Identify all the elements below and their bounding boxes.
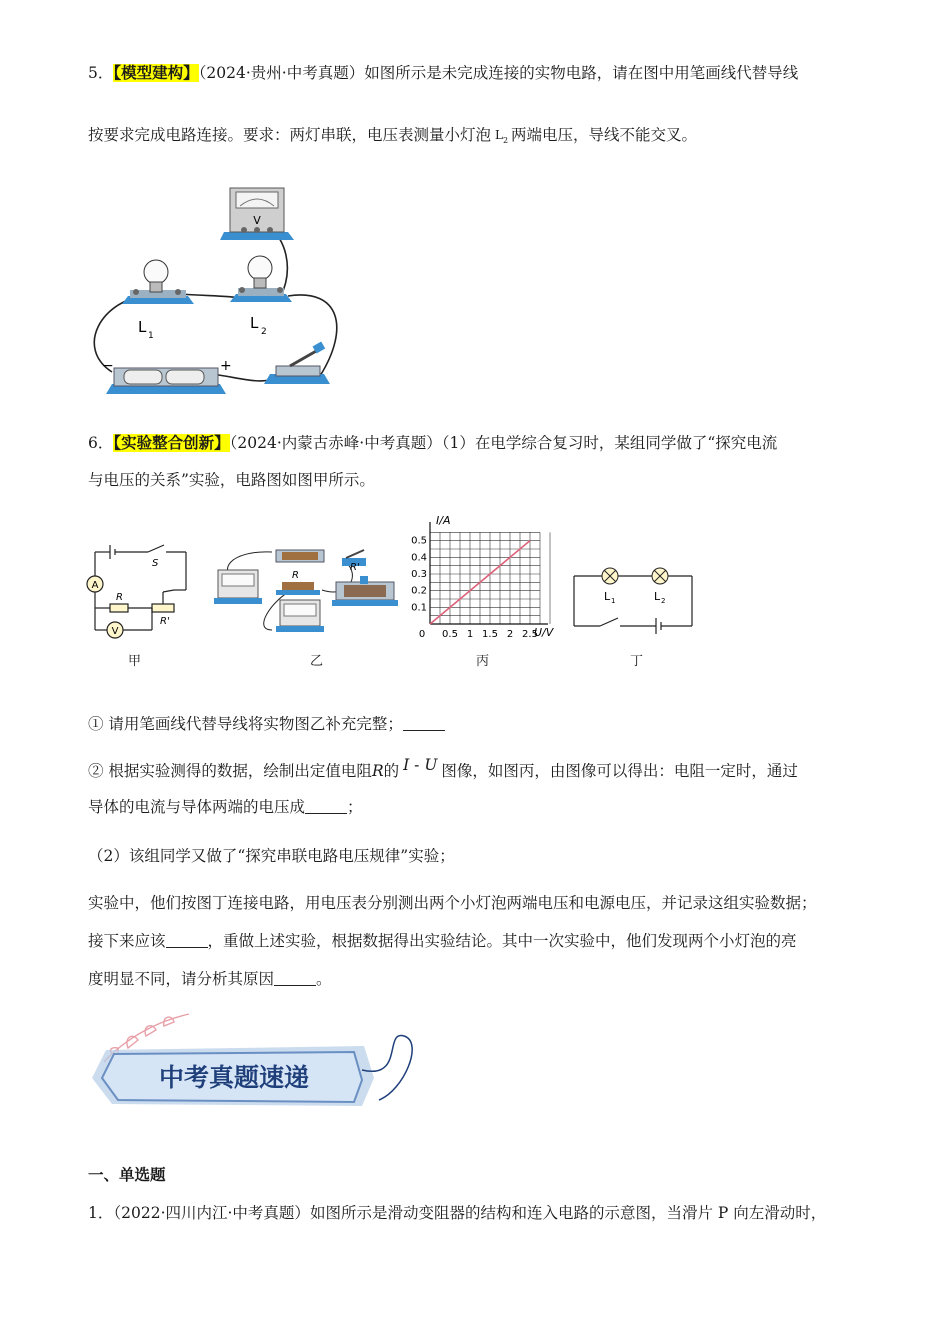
x-tick-label: 2.5 (522, 629, 538, 640)
yi-resistor-label: R (292, 570, 299, 581)
yi-resistor (276, 582, 320, 595)
q5-l2-sub: 2 (503, 136, 509, 145)
figure-yi (212, 540, 398, 640)
q6-p3-text: 实验中，他们按图丁连接电路，用电压表分别测出两个小灯泡两端电压和电源电压，并记录这组实验数据； (88, 894, 817, 912)
x-tick-label: 2 (506, 629, 514, 640)
q5-l2-label: L (495, 128, 503, 142)
ding-l2: L (654, 590, 661, 603)
q6-item2c-end: ； (347, 798, 363, 816)
q6-item2b: 图像，如图丙，由图像可以得出：电阻一定时，通过 (441, 762, 798, 780)
jia-switch: S (152, 558, 159, 569)
q6-item2-line2 (88, 796, 363, 818)
answer-blank-1[interactable] (403, 716, 445, 731)
caption-ding: 丁 (630, 654, 644, 669)
q6-item2a: ② 根据实验测得的数据，绘制出定值电阻 (88, 762, 372, 780)
voltmeter (220, 188, 294, 240)
jia-voltmeter: V (111, 626, 119, 637)
jia-resistor: R (116, 592, 123, 603)
x-tick-label: 0 (418, 629, 426, 640)
q6-p4 (88, 930, 797, 952)
q5-circuit-figure (80, 178, 370, 400)
x-axis-label: U/V (534, 626, 554, 639)
q6-part2-text: （2）该组同学又做了“探究串联电路电压规律”实验； (88, 847, 455, 865)
section-banner (84, 1010, 424, 1120)
q6-part2 (88, 845, 455, 867)
q5-tag: 【模型建构】 (113, 64, 199, 82)
q5-source: （2024·贵州·中考真题） (198, 64, 365, 82)
q6-p5 (88, 968, 332, 990)
section-heading: 一、单选题 (88, 1166, 166, 1184)
ding-l1: L (604, 590, 611, 603)
q6-line2 (88, 469, 375, 491)
yi-meter-left (214, 570, 262, 604)
battery-holder (106, 368, 226, 394)
q6-item2-de: 的 (383, 762, 400, 780)
ding-lamp1 (602, 568, 618, 584)
q5-line2 (88, 124, 697, 146)
caption-yi: 乙 (310, 654, 324, 669)
minus-label: − (102, 358, 114, 374)
q5-text2b: 两端电压，导线不能交叉。 (511, 126, 698, 144)
s1-q1 (88, 1202, 826, 1224)
jia-ammeter: A (91, 580, 99, 591)
s1-q1-source: （2022·四川内江·中考真题） (113, 1204, 310, 1222)
yi-rheostat (332, 576, 398, 606)
ding-l2-sub: 2 (661, 597, 666, 605)
lamp2-label: L (250, 314, 259, 332)
x-tick-label: 1.5 (482, 629, 498, 640)
x-tick-label: 1 (466, 629, 474, 640)
banner-text: 中考真题速递 (159, 1063, 310, 1092)
q6-text1: （1）在电学综合复习时，某组同学做了“探究电流 (441, 434, 778, 452)
q6-item2c: 导体的电流与导体两端的电压成 (88, 798, 306, 816)
q5-text2a: 按要求完成电路连接。要求：两灯串联，电压表测量小灯泡 (88, 126, 492, 144)
lamp-l1 (122, 260, 194, 304)
q6-item1-text: ① 请用笔画线代替导线将实物图乙补充完整； (88, 715, 403, 733)
lamp-l2 (230, 256, 292, 302)
yi-battery (276, 550, 324, 562)
lamp2-sub: 2 (261, 327, 267, 337)
answer-blank-4[interactable] (274, 971, 316, 986)
q6-item2-R: R (371, 762, 384, 780)
q6-p3 (88, 892, 817, 914)
q6-item2 (88, 756, 798, 782)
answer-blank-3[interactable] (166, 933, 208, 948)
figure-jia (80, 540, 192, 640)
answer-blank-2[interactable] (305, 799, 347, 814)
y-tick-label: 0.1 (411, 602, 427, 614)
plus-label: + (220, 358, 232, 374)
voltmeter-label: V (253, 214, 261, 227)
s1-q1-text: 如图所示是滑动变阻器的结构和连入电路的示意图，当滑片 P 向左滑动时， (309, 1204, 827, 1222)
x-tick-label: 0.5 (442, 629, 458, 640)
q6-item1 (88, 713, 445, 735)
ding-lamp2 (652, 568, 668, 584)
q6-line1 (88, 432, 777, 454)
caption-bing: 丙 (476, 654, 490, 669)
q5-line1 (88, 62, 798, 84)
caption-jia: 甲 (128, 654, 142, 669)
yi-meter-bottom (276, 600, 324, 632)
figure-bing-chart (402, 508, 562, 643)
q5-number: 5． (88, 64, 114, 82)
q6-p5a: 度明显不同，请分析其原因 (88, 970, 275, 988)
q6-tag: 【实验整合创新】 (113, 434, 230, 452)
yi-rheostat-label: R' (350, 562, 360, 573)
q6-p4b: ，重做上述实验，根据数据得出实验结论。其中一次实验中，他们发现两个小灯泡的亮 (207, 932, 797, 950)
q6-p5b: 。 (316, 970, 332, 988)
jia-rheostat: R' (160, 616, 170, 627)
q6-source: （2024·内蒙古赤峰·中考真题） (229, 434, 442, 452)
lamp1-label: L (138, 318, 147, 336)
y-tick-label: 0.4 (411, 552, 427, 564)
lamp1-sub: 1 (148, 331, 154, 341)
s1-q1-number: 1． (88, 1204, 114, 1222)
y-tick-label: 0.5 (411, 535, 427, 547)
y-axis-label: I/A (436, 514, 451, 527)
knife-switch (264, 342, 330, 384)
q5-text1: 如图所示是未完成连接的实物电路，请在图中用笔画线代替导线 (364, 64, 799, 82)
figure-ding (568, 560, 698, 640)
y-tick-label: 0.3 (411, 569, 427, 580)
q6-item2-IU: I - U (403, 756, 438, 774)
q6-p4a: 接下来应该 (88, 932, 166, 950)
q6-text2: 与电压的关系”实验，电路图如图甲所示。 (88, 471, 375, 489)
y-tick-label: 0.2 (411, 585, 427, 597)
q6-number: 6． (88, 434, 114, 452)
ding-l1-sub: 1 (611, 597, 616, 605)
